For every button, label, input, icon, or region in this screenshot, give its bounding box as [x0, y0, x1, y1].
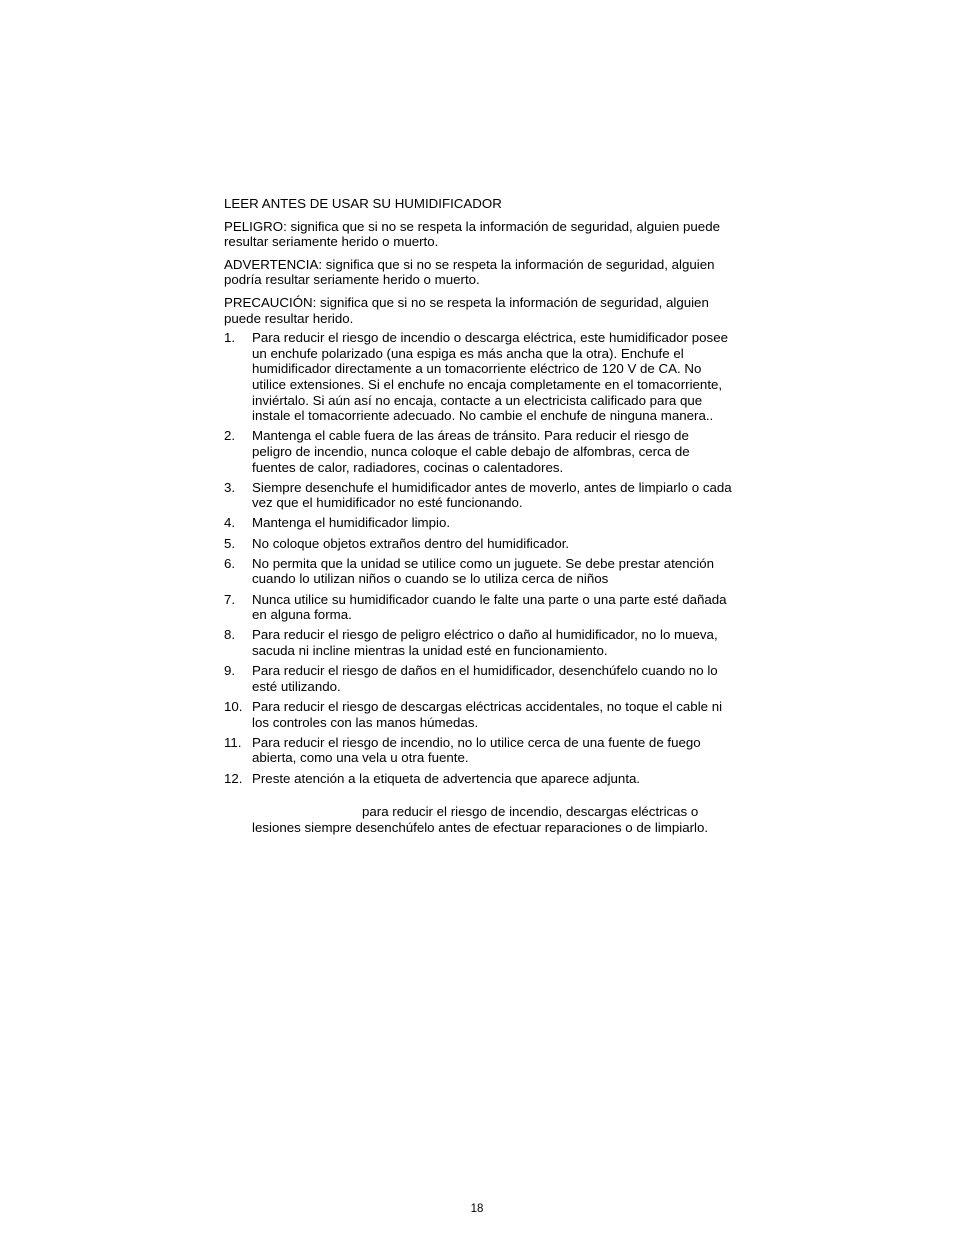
page-number: 18: [470, 1203, 484, 1215]
list-item-number: 11.: [224, 734, 242, 750]
list-item: [224, 515, 732, 531]
list-item: [224, 480, 732, 511]
definition-peligro: PELIGRO: significa que si no se respeta la información de seguridad, alguien puede resultar seriamente herido o muerto.: [224, 218, 720, 250]
list-item: [224, 428, 732, 475]
safety-instructions-list: [224, 330, 732, 786]
list-item-number: 2.: [224, 428, 236, 444]
list-item: [224, 556, 732, 587]
list-item-text: Nunca utilice su humidificador cuando le falte una parte o una parte esté dañada en alguna forma.: [252, 591, 727, 623]
list-item: [224, 699, 732, 730]
document-heading: LEER ANTES DE USAR SU HUMIDIFICADOR: [224, 196, 502, 211]
list-item-text: Mantenga el cable fuera de las áreas de tránsito. Para reducir el riesgo de peligro de incendio, nunca coloque el cable debajo de alfombras, cerca de fuentes de calor, radiadores, cocinas o calentadores.: [252, 428, 690, 475]
list-item-number: 1.: [224, 330, 236, 346]
list-item-text: Siempre desenchufe el humidificador antes de moverlo, antes de limpiarlo o cada vez que el humidificador no esté funcionando.: [252, 479, 732, 511]
list-item: [224, 536, 732, 552]
list-item-text: Para reducir el riesgo de incendio o descarga eléctrica, este humidificador posee un enchufe polarizado (una espiga es más ancha que la otra). Enchufe el humidificador directamente a un tomacorriente eléctrico de 120 V de CA. No utilice extensiones. Si el enchufe no encaja completamente en el tomacorriente, inviértalo. Si aún así no encaja, contacte a un electricista calificado para que instale el tomacorriente adecuado. No cambie el enchufe de ninguna manera..: [252, 330, 729, 424]
document-body: [224, 196, 732, 835]
list-item-number: 3.: [224, 479, 236, 495]
list-item: [224, 771, 732, 787]
list-item-text: Para reducir el riesgo de daños en el humidificador, desenchúfelo cuando no lo esté utilizando.: [252, 663, 718, 694]
list-item: [224, 627, 732, 658]
list-item-number: 4.: [224, 515, 236, 531]
warning-note: [252, 804, 724, 835]
list-item: [224, 592, 732, 623]
list-item-text: No permita que la unidad se utilice como un juguete. Se debe prestar atención cuando lo utilizan niños o cuando se lo utiliza cerca de niños: [252, 555, 714, 587]
list-item-number: 8.: [224, 627, 236, 643]
list-item-number: 12.: [224, 770, 243, 786]
definition-advertencia: ADVERTENCIA: significa que si no se respeta la información de seguridad, alguien podría resultar seriamente herido o muerto.: [224, 256, 715, 288]
list-item-text: Para reducir el riesgo de peligro eléctrico o daño al humidificador, no lo mueva, sacuda ni incline mientras la unidad esté en funcionamiento.: [252, 627, 718, 658]
list-item-text: Para reducir el riesgo de descargas eléctricas accidentales, no toque el cable ni los controles con las manos húmedas.: [252, 698, 723, 730]
list-item-text: Mantenga el humidificador limpio.: [252, 515, 451, 531]
list-item: [224, 663, 732, 694]
list-item-number: 6.: [224, 555, 236, 571]
list-item-text: Preste atención a la etiqueta de advertencia que aparece adjunta.: [252, 770, 641, 786]
definition-precaucion: PRECAUCIÓN: significa que si no se respeta la información de seguridad, alguien puede resultar herido.: [224, 294, 709, 326]
list-item-number: 7.: [224, 591, 236, 607]
list-item-number: 5.: [224, 535, 236, 551]
list-item-number: 9.: [224, 663, 236, 679]
warning-note-text: para reducir el riesgo de incendio, descargas eléctricas o lesiones siempre desenchúfelo antes de efectuar reparaciones o de limpiarlo.: [252, 804, 709, 835]
list-item: [224, 330, 732, 424]
list-item-text: Para reducir el riesgo de incendio, no lo utilice cerca de una fuente de fuego abierta, como una vela u otra fuente.: [252, 734, 701, 766]
list-item-text: No coloque objetos extraños dentro del humidificador.: [252, 535, 570, 551]
list-item: [224, 735, 732, 766]
list-item-number: 10.: [224, 698, 243, 714]
